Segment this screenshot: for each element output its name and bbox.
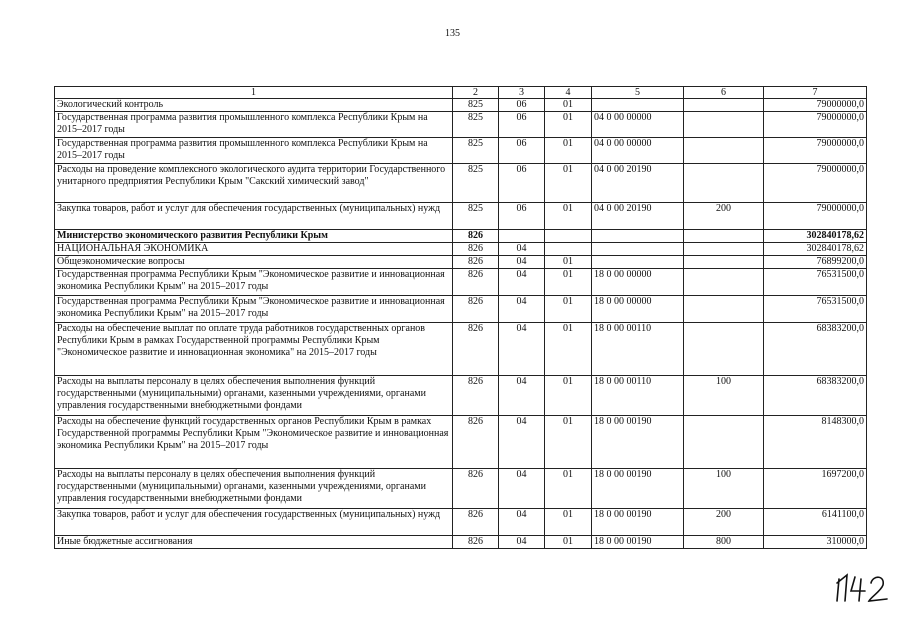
row-amount: 302840178,62 xyxy=(764,243,867,256)
column-header: 4 xyxy=(545,87,592,99)
row-description: Расходы на обеспечение функций государственных органов Республики Крым в рамках Государственной программы Республики Крым "Экономическое развитие и инновационная экономика Республики Крым" на 2015–2017 годы xyxy=(55,416,453,469)
table-body xyxy=(55,99,867,549)
row-section-code: 06 xyxy=(499,138,545,164)
row-target-article-code: 18 0 00 00190 xyxy=(592,416,684,469)
row-description: Иные бюджетные ассигнования xyxy=(55,536,453,549)
table-row xyxy=(55,536,867,549)
table-row xyxy=(55,203,867,230)
table-row xyxy=(55,112,867,138)
table-row xyxy=(55,323,867,376)
column-header: 7 xyxy=(764,87,867,99)
row-ministry-code: 826 xyxy=(453,323,499,376)
row-section-code: 04 xyxy=(499,243,545,256)
row-subsection-code: 01 xyxy=(545,509,592,536)
handwritten-page-number-mark xyxy=(833,573,893,605)
row-amount: 76899200,0 xyxy=(764,256,867,269)
row-target-article-code: 18 0 00 00190 xyxy=(592,509,684,536)
row-expense-type-code xyxy=(684,164,764,203)
row-subsection-code xyxy=(545,230,592,243)
row-ministry-code: 826 xyxy=(453,536,499,549)
row-target-article-code xyxy=(592,243,684,256)
row-expense-type-code xyxy=(684,138,764,164)
row-amount: 310000,0 xyxy=(764,536,867,549)
table-row xyxy=(55,230,867,243)
row-subsection-code: 01 xyxy=(545,112,592,138)
row-target-article-code xyxy=(592,99,684,112)
row-amount: 79000000,0 xyxy=(764,138,867,164)
row-subsection-code: 01 xyxy=(545,269,592,296)
table-row xyxy=(55,509,867,536)
row-subsection-code: 01 xyxy=(545,376,592,416)
row-ministry-code: 825 xyxy=(453,138,499,164)
row-subsection-code: 01 xyxy=(545,99,592,112)
row-expense-type-code xyxy=(684,230,764,243)
table-row xyxy=(55,269,867,296)
table-header-row xyxy=(55,87,867,99)
table-row xyxy=(55,469,867,509)
row-section-code: 04 xyxy=(499,509,545,536)
row-amount: 302840178,62 xyxy=(764,230,867,243)
row-subsection-code xyxy=(545,243,592,256)
row-target-article-code: 04 0 00 20190 xyxy=(592,164,684,203)
row-section-code: 06 xyxy=(499,99,545,112)
row-description: Экологический контроль xyxy=(55,99,453,112)
table-row xyxy=(55,164,867,203)
row-target-article-code: 18 0 00 00000 xyxy=(592,269,684,296)
row-expense-type-code: 100 xyxy=(684,376,764,416)
table-row xyxy=(55,256,867,269)
row-target-article-code: 18 0 00 00110 xyxy=(592,323,684,376)
row-description: Закупка товаров, работ и услуг для обеспечения государственных (муниципальных) нужд xyxy=(55,509,453,536)
row-target-article-code: 18 0 00 00190 xyxy=(592,536,684,549)
row-ministry-code: 826 xyxy=(453,509,499,536)
row-expense-type-code xyxy=(684,296,764,323)
row-ministry-code: 826 xyxy=(453,416,499,469)
row-subsection-code: 01 xyxy=(545,469,592,509)
row-description: Закупка товаров, работ и услуг для обеспечения государственных (муниципальных) нужд xyxy=(55,203,453,230)
row-description: Расходы на обеспечение выплат по оплате труда работников государственных органов Республики Крым в рамках Государственной программы Республики Крым "Экономическое развитие и инновационная экономика" на 2015–2017 годы xyxy=(55,323,453,376)
column-header: 3 xyxy=(499,87,545,99)
row-section-code: 06 xyxy=(499,164,545,203)
row-ministry-code: 826 xyxy=(453,269,499,296)
row-amount: 79000000,0 xyxy=(764,112,867,138)
row-description: Государственная программа развития промышленного комплекса Республики Крым на 2015–2017 годы xyxy=(55,138,453,164)
row-expense-type-code xyxy=(684,243,764,256)
row-description: Государственная программа развития промышленного комплекса Республики Крым на 2015–2017 годы xyxy=(55,112,453,138)
row-ministry-code: 826 xyxy=(453,230,499,243)
row-description: Министерство экономического развития Республики Крым xyxy=(55,230,453,243)
row-target-article-code: 18 0 00 00110 xyxy=(592,376,684,416)
row-subsection-code: 01 xyxy=(545,138,592,164)
row-section-code: 04 xyxy=(499,469,545,509)
row-expense-type-code xyxy=(684,99,764,112)
row-expense-type-code: 200 xyxy=(684,203,764,230)
table-row xyxy=(55,99,867,112)
row-subsection-code: 01 xyxy=(545,203,592,230)
row-subsection-code: 01 xyxy=(545,536,592,549)
row-amount: 76531500,0 xyxy=(764,269,867,296)
row-ministry-code: 825 xyxy=(453,112,499,138)
row-target-article-code: 04 0 00 00000 xyxy=(592,138,684,164)
column-header: 2 xyxy=(453,87,499,99)
budget-table xyxy=(54,86,867,549)
row-description: Государственная программа Республики Крым "Экономическое развитие и инновационная экономика Республики Крым" на 2015–2017 годы xyxy=(55,296,453,323)
row-amount: 68383200,0 xyxy=(764,376,867,416)
table-row xyxy=(55,416,867,469)
row-subsection-code: 01 xyxy=(545,323,592,376)
row-expense-type-code: 800 xyxy=(684,536,764,549)
row-description: Государственная программа Республики Крым "Экономическое развитие и инновационная экономика Республики Крым" на 2015–2017 годы xyxy=(55,269,453,296)
row-amount: 76531500,0 xyxy=(764,296,867,323)
row-section-code: 04 xyxy=(499,376,545,416)
row-target-article-code: 18 0 00 00000 xyxy=(592,296,684,323)
row-target-article-code: 04 0 00 00000 xyxy=(592,112,684,138)
row-section-code: 04 xyxy=(499,536,545,549)
row-expense-type-code xyxy=(684,269,764,296)
row-target-article-code xyxy=(592,230,684,243)
row-amount: 1697200,0 xyxy=(764,469,867,509)
row-target-article-code: 04 0 00 20190 xyxy=(592,203,684,230)
row-amount: 6141100,0 xyxy=(764,509,867,536)
row-expense-type-code: 100 xyxy=(684,469,764,509)
row-ministry-code: 825 xyxy=(453,99,499,112)
row-expense-type-code xyxy=(684,416,764,469)
row-expense-type-code xyxy=(684,323,764,376)
row-subsection-code: 01 xyxy=(545,416,592,469)
row-target-article-code: 18 0 00 00190 xyxy=(592,469,684,509)
table-row xyxy=(55,296,867,323)
row-ministry-code: 826 xyxy=(453,376,499,416)
row-amount: 8148300,0 xyxy=(764,416,867,469)
row-section-code: 04 xyxy=(499,269,545,296)
row-description: НАЦИОНАЛЬНАЯ ЭКОНОМИКА xyxy=(55,243,453,256)
row-description: Общеэкономические вопросы xyxy=(55,256,453,269)
row-section-code: 04 xyxy=(499,256,545,269)
column-header: 6 xyxy=(684,87,764,99)
row-expense-type-code xyxy=(684,256,764,269)
column-header: 5 xyxy=(592,87,684,99)
row-amount: 79000000,0 xyxy=(764,164,867,203)
row-section-code: 06 xyxy=(499,203,545,230)
row-expense-type-code: 200 xyxy=(684,509,764,536)
row-ministry-code: 826 xyxy=(453,243,499,256)
row-description: Расходы на выплаты персоналу в целях обеспечения выполнения функций государственными (муниципальными) органами, казенными учреждениями, органами управления государственными внебюджетными фондами xyxy=(55,376,453,416)
table-row xyxy=(55,243,867,256)
row-subsection-code: 01 xyxy=(545,164,592,203)
row-target-article-code xyxy=(592,256,684,269)
row-section-code xyxy=(499,230,545,243)
page-number: 135 xyxy=(445,28,460,39)
row-section-code: 06 xyxy=(499,112,545,138)
row-amount: 68383200,0 xyxy=(764,323,867,376)
column-header: 1 xyxy=(55,87,453,99)
row-ministry-code: 826 xyxy=(453,256,499,269)
table-row xyxy=(55,138,867,164)
row-ministry-code: 826 xyxy=(453,469,499,509)
row-subsection-code: 01 xyxy=(545,256,592,269)
row-subsection-code: 01 xyxy=(545,296,592,323)
row-ministry-code: 826 xyxy=(453,296,499,323)
table-row xyxy=(55,376,867,416)
row-section-code: 04 xyxy=(499,323,545,376)
row-description: Расходы на выплаты персоналу в целях обеспечения выполнения функций государственными (муниципальными) органами, казенными учреждениями, органами управления государственными внебюджетными фондами xyxy=(55,469,453,509)
row-amount: 79000000,0 xyxy=(764,99,867,112)
row-section-code: 04 xyxy=(499,296,545,323)
row-expense-type-code xyxy=(684,112,764,138)
row-amount: 79000000,0 xyxy=(764,203,867,230)
row-description: Расходы на проведение комплексного экологического аудита территории Государственного унитарного предприятия Республики Крым "Сакский химический завод" xyxy=(55,164,453,203)
row-section-code: 04 xyxy=(499,416,545,469)
row-ministry-code: 825 xyxy=(453,164,499,203)
row-ministry-code: 825 xyxy=(453,203,499,230)
